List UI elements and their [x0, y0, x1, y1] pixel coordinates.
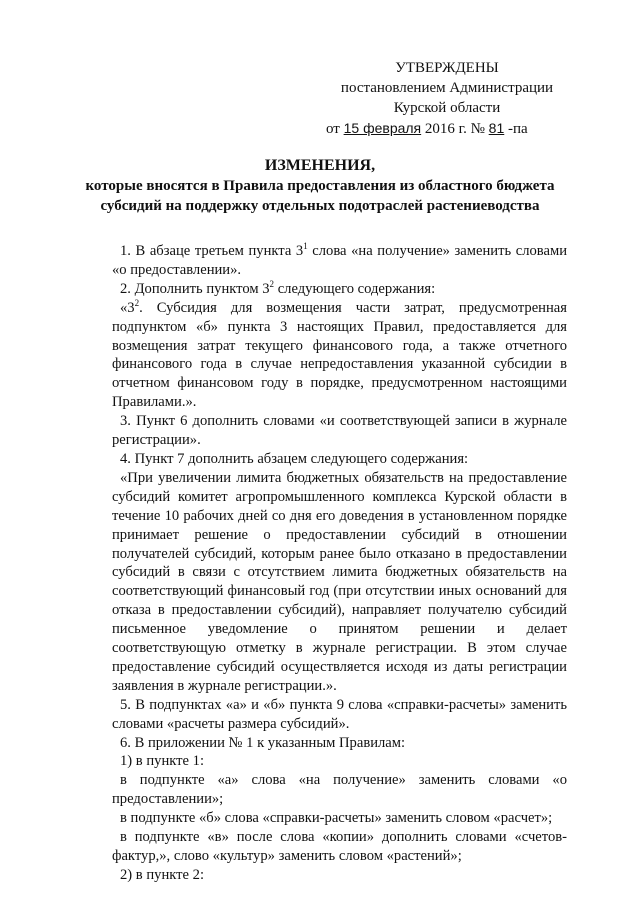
paragraph-3-text-b: . Субсидия для возмещения части затрат, предусмотренная подпунктом «б» пункта 3 настоящих Правил, предоставляется для возмещения затрат текущего финансового года, а также отчетного финансового года в случае непредоставления указанной субсидии в отчетном финансовом году в порядке, предусмотренном настоящими Правилами.». [112, 299, 567, 411]
title-line-2: субсидий на поддержку отдельных подотраслей растениеводства [100, 198, 540, 214]
title-main: ИЗМЕНЕНИЯ, [264, 157, 376, 174]
number-suffix: -па [508, 121, 528, 137]
paragraph-3-sup: 2 [134, 297, 140, 308]
approval-stamp [322, 58, 572, 139]
paragraph-6: «При увеличении лимита бюджетных обязательств на предоставление субсидий комитет агропромышленного комплекса Курской области в течение 10 рабочих дней со дня его доведения в установленном порядке принимает решение о предоставлении субсидий в отношении получателей субсидий, которым ранее было отказано в предоставлении субсидий в связи с отсутствием лимита бюджетных обязательств на соответствующий финансовый год (при отсутствии иных оснований для отказа в предоставлении субсидий), направляет получателю субсидий письменное уведомление о принятом решении и делает соответствующую отметку в журнале регистрации. В этом случае предоставление субсидий осуществляется исходя из даты регистрации заявления в журнале регистрации.». [112, 469, 567, 694]
paragraph-1-text-b: слова «на получение» заменить словами «о предоставлении». [112, 243, 568, 278]
paragraph-9: 1) в пункте 1: [120, 753, 205, 770]
paragraph-11: в подпункте «б» слова «справки-расчеты» заменить словом «расчет»; [120, 810, 553, 827]
paragraph-1-sup: 1 [303, 241, 308, 252]
resolution-number: 81 [488, 120, 505, 136]
paragraph-12: в подпункте «в» после слова «копии» дополнить словами «счетов-фактур,», слово «культур» заменить словом «растений»; [112, 829, 567, 864]
paragraph-1-text: 1. В абзаце третьем пункта 3 [120, 243, 304, 259]
paragraph-3 [112, 299, 567, 412]
approval-region: Курской области [393, 100, 501, 116]
title-line-1: которые вносятся в Правила предоставления из областного бюджета [85, 178, 555, 194]
paragraph-2-text: 2. Дополнить пунктом 3 [120, 280, 270, 297]
date-value: 15 февраля [343, 120, 422, 136]
paragraph-13: 2) в пункте 2: [120, 866, 205, 883]
document-body [112, 242, 567, 885]
paragraph-5: 4. Пункт 7 дополнить абзацем следующего содержания: [120, 450, 469, 467]
year-text: 2016 г. № [424, 121, 485, 137]
paragraph-2-sup: 2 [269, 278, 275, 289]
date-prefix: от [326, 121, 340, 137]
approval-heading: УТВЕРЖДЕНЫ [395, 60, 499, 76]
paragraph-7: 5. В подпунктах «а» и «б» пункта 9 слова «справки-расчеты» заменить словами «расчеты размера субсидий». [112, 696, 567, 732]
approval-date-line [322, 118, 572, 139]
paragraph-1 [112, 242, 567, 280]
paragraph-10: в подпункте «а» слова «на получение» заменить словами «о предоставлении»; [112, 772, 567, 808]
paragraph-2 [112, 280, 567, 299]
paragraph-4: 3. Пункт 6 дополнить словами «и соответствующей записи в журнале регистрации». [112, 413, 567, 449]
approval-resolution: постановлением Администрации [340, 80, 554, 96]
paragraph-3-text: «3 [120, 299, 135, 316]
document-title [70, 156, 570, 216]
paragraph-8: 6. В приложении № 1 к указанным Правилам: [120, 734, 406, 751]
paragraph-2-text-b: следующего содержания: [274, 280, 436, 297]
